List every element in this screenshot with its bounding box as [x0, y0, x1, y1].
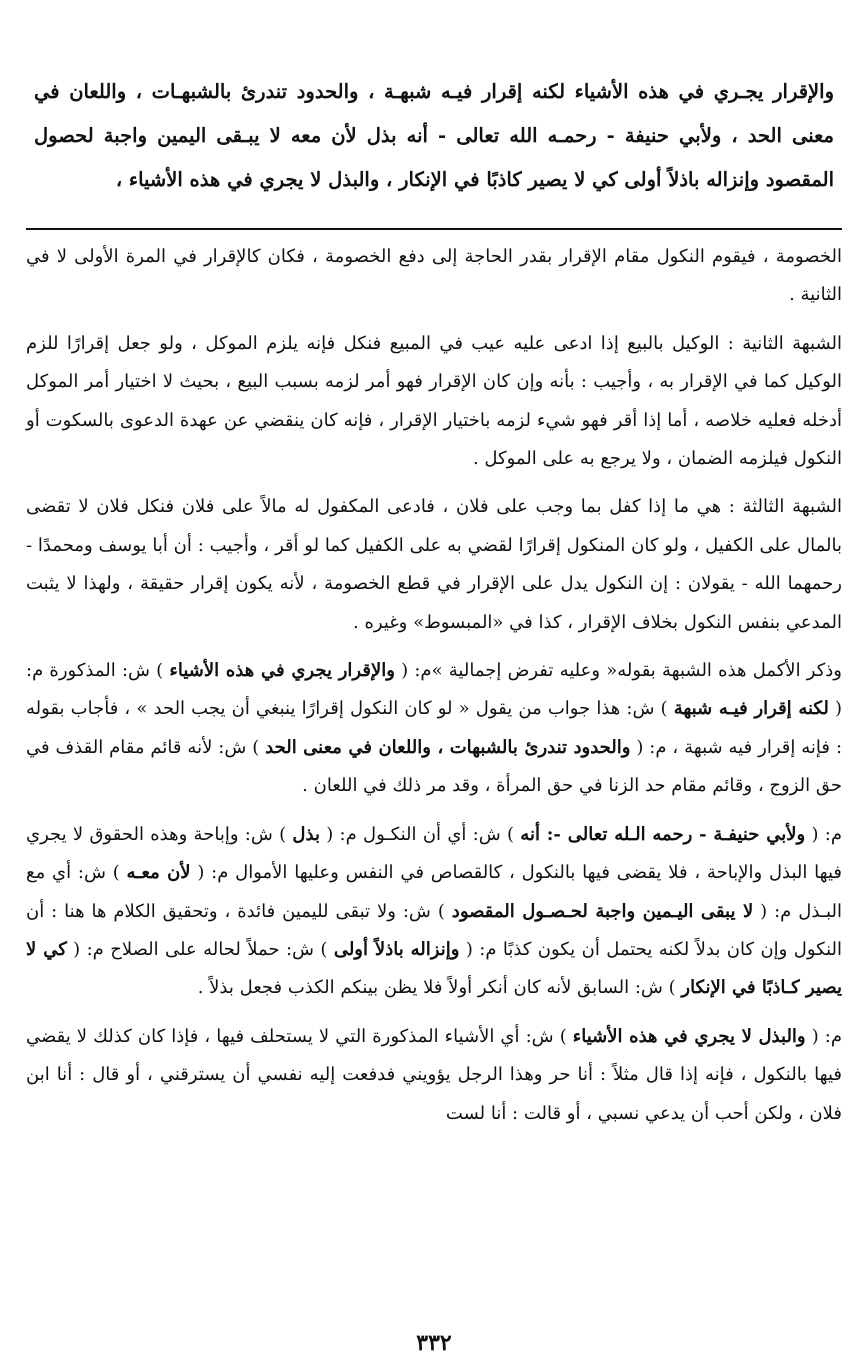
commentary-text: ) ش: وإباحة وهذه الحقوق لا يجري فيها البذل والإباحة ، فلا يقضى فيها بالنكول ، كالقصاص في النفس وعليها الأموال م: (: [26, 823, 842, 884]
quoted-matn: والحدود تندرئ بالشبهات ، واللعان في معنى الحد: [265, 736, 631, 758]
commentary-text: م: (: [805, 1025, 842, 1047]
quoted-matn: لأن معـه: [126, 862, 191, 884]
page-number: ٣٣٢: [416, 1330, 452, 1356]
quoted-matn: والإقرار يجري في هذه الأشياء: [169, 660, 395, 682]
commentary-text: ) ش: هذا جواب من يقول « لو كان النكول إقرارًا ينبغي أن يجب الحد » ، فأجاب بقوله : فإنه إقرار فيه شبهة ، م: (: [26, 698, 843, 758]
separator-rule: [26, 228, 842, 230]
quoted-matn: لا يبقى اليـمين واجبة لحـصـول المقصود: [451, 900, 754, 922]
commentary-text: م: (: [805, 823, 842, 845]
quoted-matn: كي لا يصير كـاذبًا في الإنكار: [26, 938, 842, 999]
commentary-paragraph-2: الشبهة الثانية : الوكيل بالبيع إذا ادعى عليه عيب في المبيع فنكل فإنه يلزم الموكل ، ولو جعل إقرارًا للزم الوكيل كما في الإقرار به ، وأجيب : بأنه وإن كان الإقرار فهو أمر لزمه بسبب البيع ، بحيث لا اختيار أمر الموكل أدخله فعليه خلاصه ، أما إذا أقر فهو شيء لزمه باختيار الإقرار ، فإنه كان ينقضي عن عهدة الدعوى بالسكوت أو النكول فيلزمه الضمان ، ولا يرجع به على الموكل .: [26, 332, 842, 470]
commentary-paragraph-3: الشبهة الثالثة : هي ما إذا كفل بما وجب على فلان ، فادعى المكفول له مالاً على فلان فنكل فلان لا تقضى بالمال على الكفيل ، ولو كان المنكول إقرارًا لقضي به على الكفيل كما لو أقر ، وأجيب : أن أبا يوسف ومحمدًا - رحمهما الله - يقولان : إن النكول يدل على الإقرار في قطع الخصومة ، لأنه يكون إقرار حقيقة ، ولهذا لا يثبت المدعي بنفس النكول بخلاف الإقرار ، كذا في «المبسوط» وغيره .: [26, 496, 842, 633]
quoted-matn: ولأبي حنيفـة - رحمه الـله تعالى -: أنه: [520, 823, 806, 845]
matn-text: والإقرار يجـري في هذه الأشياء لكنه إقرار فيـه شبهـة ، والحدود تندرئ بالشبهـات ، واللعان في معنى الحد ، ولأبي حنيفة - رحمـه الله تعالى - أنه بذل لأن معه لا يبـقى اليمين واجبة لحصول المقصود وإنزاله باذلاً أولى كي لا يصير كاذبًا في الإنكار ، والبذل لا يجري في هذه الأشياء ،: [34, 80, 834, 191]
commentary-text: ) ش: لأنه قائم مقام القذف في حق الزوج ، وقائم مقام حد الزنا في حق المرأة ، وقد مر ذلك في اللعان .: [26, 736, 842, 797]
commentary-text: وذكر الأكمل هذه الشبهة بقوله« وعليه تفرض إجمالية »م: (: [394, 660, 842, 682]
commentary-paragraph-1: الخصومة ، فيقوم النكول مقام الإقرار بقدر الحاجة إلى دفع الخصومة ، فكان كالإقرار في المرة الأولى لا في الثانية .: [26, 246, 842, 306]
commentary-text: ) ش: المذكورة م: (: [26, 660, 842, 720]
commentary-text: ) ش: أي الأشياء المذكورة التي لا يستحلف فيها ، فإذا كان كذلك لا يقضي فيها بالنكول ، فإنه إذا قال مثلاً : أنا حر وهذا الرجل يؤويني فدفعت إليه نفسي أن يسترقني ، أو قال : أنا ابن فلان ، ولكن أحب أن يدعي نسبي ، أو قالت : أنا لست: [26, 1025, 842, 1124]
page-body: [26, 70, 842, 1143]
commentary-paragraph-4: [26, 652, 842, 806]
quoted-matn: والبذل لا يجري في هذه الأشياء: [572, 1025, 806, 1047]
commentary-text: ) ش: السابق لأنه كان أنكر أولاً فلا يظن بينكم الكذب فجعل بذلاً .: [197, 977, 682, 999]
commentary-text: ) ش: حملاً لحاله على الصلاح م: (: [66, 938, 334, 960]
commentary-paragraph-5: [26, 816, 842, 1008]
quoted-matn: لكنه إقرار فيـه شبهة: [673, 698, 829, 720]
commentary-text: ) ش: ولا تبقى لليمين فائدة ، وتحقيق الكلام ها هنا : أن النكول وإن كان بدلاً لكنه يحتمل أن يكون كذبًا م: (: [26, 900, 842, 960]
commentary-text: ) ش: أي مع البـذل م: (: [26, 862, 842, 922]
quoted-matn: وإنزاله باذلاً أولى: [333, 938, 460, 960]
commentary: [26, 238, 842, 1133]
commentary-text: ) ش: أي أن النكـول م: (: [319, 823, 521, 845]
quoted-matn: بذل: [292, 823, 320, 845]
commentary-paragraph-6: [26, 1018, 842, 1133]
